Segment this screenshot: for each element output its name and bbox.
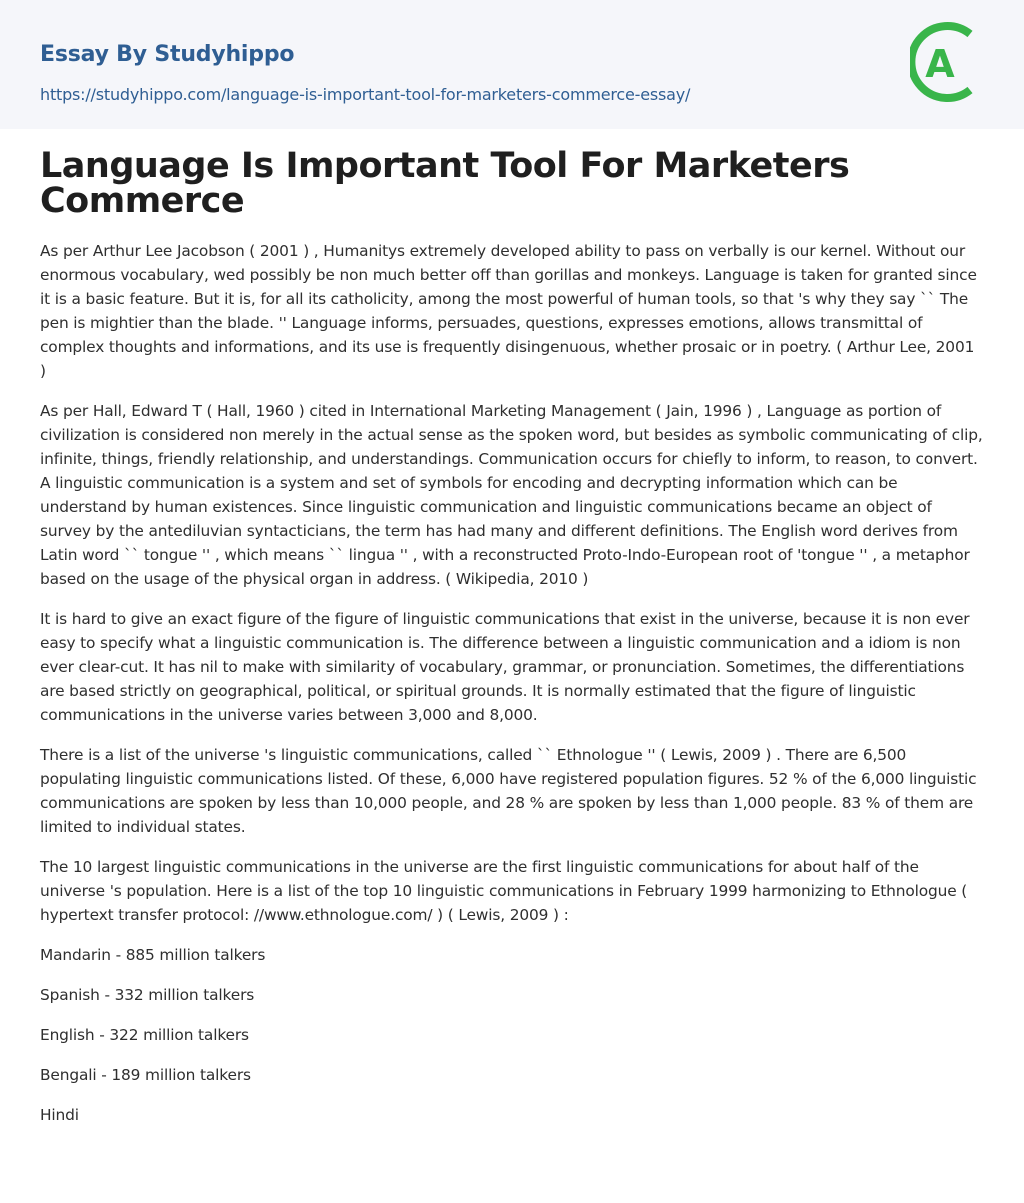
article-paragraph: It is hard to give an exact figure of the figure of linguistic communications that exist in the universe, because it is non ever easy to specify what a linguistic communication is. The difference between a linguistic communication and a idiom is non ever clear-cut. It has nil to make with similarity of vocabulary, grammar, or pronunciation. Sometimes, the differentiations are based strictly on geographical, political, or spiritual grounds. It is normally estimated that the figure of linguistic communications in the universe varies between 3,000 and 8,000. [40, 610, 970, 724]
studyhippo-logo[interactable] [910, 17, 988, 107]
article [0, 129, 1024, 1127]
essay-url-link[interactable]: https://studyhippo.com/language-is-important-tool-for-marketers-commerce-essay/ [40, 85, 691, 104]
language-list-item: Hindi [40, 1106, 79, 1124]
language-list-item: Mandarin - 885 million talkers [40, 946, 266, 964]
logo-letter: A [925, 42, 955, 86]
site-brand-link[interactable]: Essay By Studyhippo [40, 42, 295, 67]
site-header [0, 0, 1024, 129]
article-paragraph: As per Hall, Edward T ( Hall, 1960 ) cited in International Marketing Management ( Jain, 1996 ) , Language as portion of civilization is considered non merely in the actual sense as the spoken word, but besides as symbolic communicating of clip, infinite, things, friendly relationship, and understandings. Communication occurs for chiefly to inform, to reason, to convert. A linguistic communication is a system and set of symbols for encoding and decrypting information which can be understand by human existences. Since linguistic communication and linguistic communications became an object of survey by the antediluvian syntacticians, the term has had many and different definitions. The English word derives from Latin word `` tongue '' , which means `` lingua '' , with a reconstructed Proto-Indo-European root of 'tongue '' , a metaphor based on the usage of the physical organ in address. ( Wikipedia, 2010 ) [40, 402, 983, 588]
language-list-item: Bengali - 189 million talkers [40, 1066, 251, 1084]
language-list-item: English - 322 million talkers [40, 1026, 249, 1044]
article-title: Language Is Important Tool For Marketers Commerce [40, 146, 850, 221]
article-paragraph: As per Arthur Lee Jacobson ( 2001 ) , Humanitys extremely developed ability to pass on verbally is our kernel. Without our enormous vocabulary, wed possibly be non much better off than gorillas and monkeys. Language is taken for granted since it is a basic feature. But it is, for all its catholicity, among the most powerful of human tools, so that 's why they say `` The pen is mightier than the blade. '' Language informs, persuades, questions, expresses emotions, allows transmittal of complex thoughts and informations, and its use is frequently disingenuous, whether prosaic or in poetry. ( Arthur Lee, 2001 ) [40, 242, 977, 380]
article-paragraph: The 10 largest linguistic communications in the universe are the first linguistic communications for about half of the universe 's population. Here is a list of the top 10 linguistic communications in February 1999 harmonizing to Ethnologue ( hypertext transfer protocol: //www.ethnologue.com/ ) ( Lewis, 2009 ) : [40, 858, 968, 924]
article-paragraph: There is a list of the universe 's linguistic communications, called `` Ethnologue '' ( Lewis, 2009 ) . There are 6,500 populating linguistic communications listed. Of these, 6,000 have registered population figures. 52 % of the 6,000 linguistic communications are spoken by less than 10,000 people, and 28 % are spoken by less than 1,000 people. 83 % of them are limited to individual states. [40, 746, 977, 836]
language-list-item: Spanish - 332 million talkers [40, 986, 255, 1004]
